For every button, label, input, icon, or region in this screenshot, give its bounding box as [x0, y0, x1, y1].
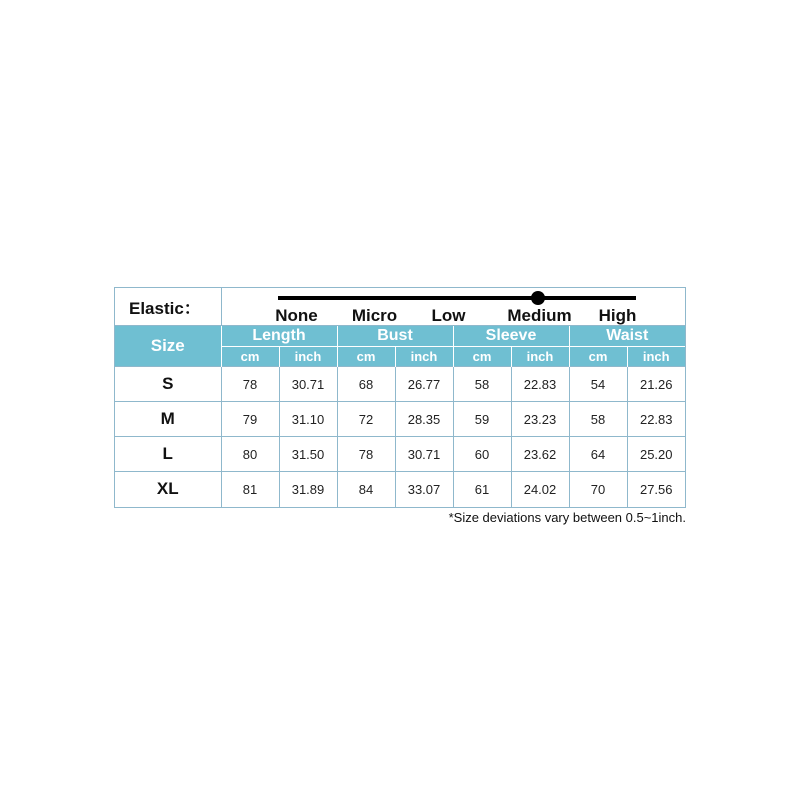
header-sleeve: Sleeve	[453, 326, 569, 347]
unit-cm: cm	[337, 347, 395, 367]
table-cell: 28.35	[395, 402, 453, 437]
table-row	[115, 472, 685, 507]
elastic-label: Elastic：	[115, 288, 221, 326]
table-cell: 25.20	[627, 437, 685, 472]
size-deviation-note: *Size deviations vary between 0.5~1inch.	[448, 510, 686, 525]
table-cell: 80	[221, 437, 279, 472]
elastic-level-none: None	[275, 306, 318, 325]
table-cell: 31.89	[279, 472, 337, 507]
table-cell: 61	[453, 472, 511, 507]
elastic-row	[115, 288, 685, 326]
size-table	[115, 288, 685, 507]
size-header: Size	[115, 326, 221, 367]
unit-inch: inch	[511, 347, 569, 367]
table-cell: 22.83	[627, 402, 685, 437]
table-cell: 30.71	[279, 367, 337, 402]
table-cell: 54	[569, 367, 627, 402]
table-cell: 30.71	[395, 437, 453, 472]
table-cell: 23.23	[511, 402, 569, 437]
elastic-level-high: High	[598, 306, 637, 325]
table-cell: 23.62	[511, 437, 569, 472]
table-cell: 58	[569, 402, 627, 437]
elastic-scale	[221, 288, 685, 326]
measurement-header-row	[115, 326, 685, 347]
unit-cm: cm	[221, 347, 279, 367]
size-cell: M	[115, 402, 221, 437]
size-cell: XL	[115, 472, 221, 507]
elastic-level-medium: Medium	[507, 306, 572, 325]
table-cell: 33.07	[395, 472, 453, 507]
elastic-level-micro: Micro	[351, 306, 398, 325]
table-cell: 22.83	[511, 367, 569, 402]
unit-cm: cm	[569, 347, 627, 367]
elastic-indicator-dot	[531, 291, 545, 305]
elastic-level-low: Low	[431, 306, 466, 325]
table-row	[115, 402, 685, 437]
table-cell: 26.77	[395, 367, 453, 402]
unit-inch: inch	[395, 347, 453, 367]
unit-cm: cm	[453, 347, 511, 367]
table-cell: 60	[453, 437, 511, 472]
table-cell: 78	[221, 367, 279, 402]
table-cell: 31.10	[279, 402, 337, 437]
table-cell: 58	[453, 367, 511, 402]
table-cell: 24.02	[511, 472, 569, 507]
table-cell: 84	[337, 472, 395, 507]
table-cell: 78	[337, 437, 395, 472]
table-cell: 31.50	[279, 437, 337, 472]
table-cell: 27.56	[627, 472, 685, 507]
table-cell: 79	[221, 402, 279, 437]
header-length: Length	[221, 326, 337, 347]
table-cell: 59	[453, 402, 511, 437]
table-cell: 70	[569, 472, 627, 507]
elastic-scale-line	[278, 296, 636, 300]
unit-inch: inch	[627, 347, 685, 367]
table-cell: 21.26	[627, 367, 685, 402]
table-cell: 81	[221, 472, 279, 507]
table-row	[115, 437, 685, 472]
header-bust: Bust	[337, 326, 453, 347]
table-cell: 68	[337, 367, 395, 402]
table-cell: 72	[337, 402, 395, 437]
table-cell: 64	[569, 437, 627, 472]
size-cell: L	[115, 437, 221, 472]
header-waist: Waist	[569, 326, 685, 347]
size-chart	[114, 287, 686, 508]
table-row	[115, 367, 685, 402]
size-cell: S	[115, 367, 221, 402]
unit-inch: inch	[279, 347, 337, 367]
